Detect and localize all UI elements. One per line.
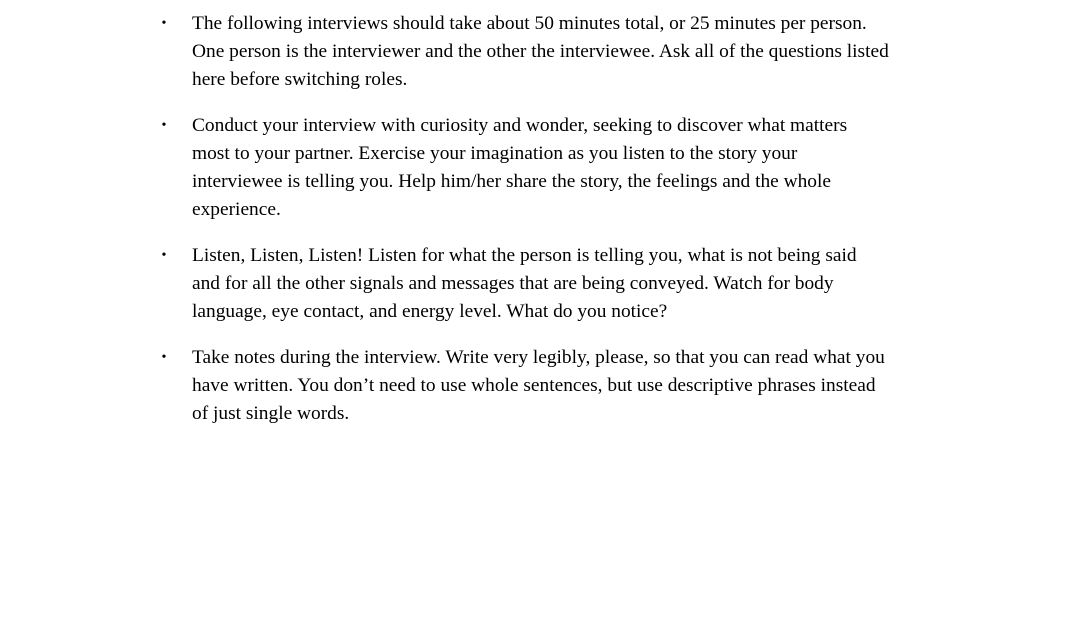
- list-item-text: Listen, Listen, Listen! Listen for what the person is telling you, what is not being said and for all the other signals and messages that are being conveyed. Watch for body language, eye contact, and energy level. What do you notice?: [192, 245, 857, 322]
- list-item-text: Take notes during the interview. Write very legibly, please, so that you can read what you have written. You don’t need to use whole sentences, but use descriptive phrases instead of just single words.: [192, 347, 885, 424]
- bullet-icon: •: [161, 118, 167, 133]
- interview-guidelines-list: [158, 10, 988, 446]
- list-item: [158, 112, 988, 224]
- bullet-icon: •: [161, 350, 167, 365]
- bullet-icon: •: [161, 16, 167, 31]
- bullet-icon: •: [161, 248, 167, 263]
- list-item-text: The following interviews should take about 50 minutes total, or 25 minutes per person. One person is the interviewer and the other the interviewee. Ask all of the questions listed here before switching roles.: [192, 13, 889, 90]
- list-item-text: Conduct your interview with curiosity and wonder, seeking to discover what matters most to your partner. Exercise your imagination as you listen to the story your interviewee is telling you. Help him/her share the story, the feelings and the whole experience.: [192, 115, 848, 220]
- list-item: [158, 344, 988, 428]
- list-item: [158, 10, 988, 94]
- list-item: [158, 242, 988, 326]
